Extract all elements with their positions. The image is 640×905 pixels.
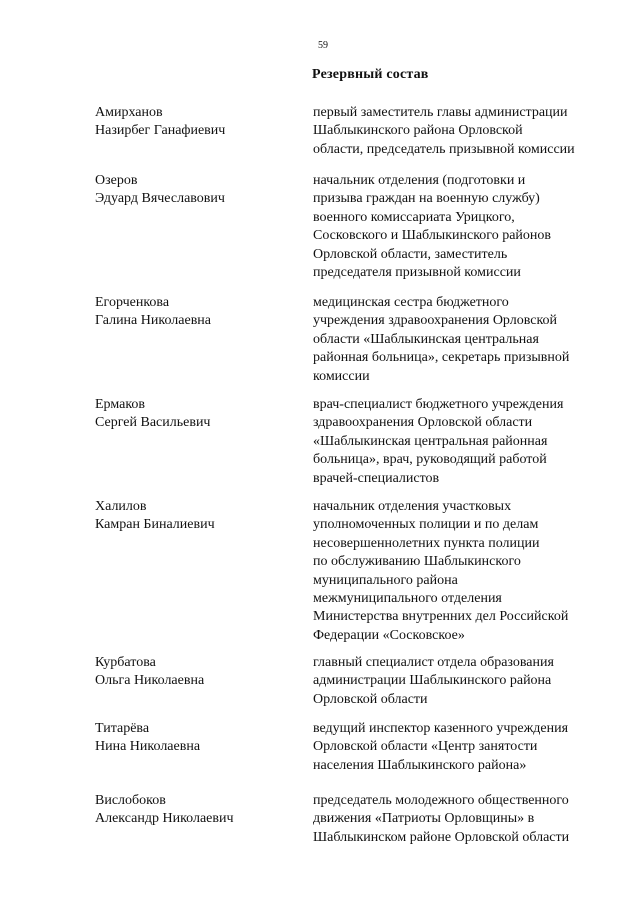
position-line: больница», врач, руководящий работой [313, 452, 547, 468]
member-surname: Халилов [95, 499, 147, 514]
position-line: населения Шаблыкинского района» [313, 757, 527, 773]
member-position [313, 720, 613, 775]
member-position [313, 792, 613, 847]
member-surname: Егорченкова [95, 295, 170, 310]
position-line: военного комиссариата Урицкого, [313, 209, 515, 225]
member-position [313, 498, 613, 645]
member-given-names: Галина Николаевна [95, 313, 212, 328]
member-name [95, 104, 295, 140]
position-line: медицинская сестра бюджетного [313, 295, 509, 310]
position-line: администрации Шаблыкинского района [313, 673, 552, 689]
position-line: председателя призывной комиссии [313, 265, 521, 281]
member-given-names: Ольга Николаевна [95, 673, 205, 688]
page-heading: Резервный состав [312, 67, 429, 82]
position-line: здравоохранения Орловской области [313, 415, 533, 431]
member-name [95, 294, 295, 330]
page-number: 59 [318, 40, 328, 51]
position-line: главный специалист отдела образования [313, 655, 554, 670]
member-position [313, 172, 613, 282]
member-surname: Амирханов [95, 105, 163, 120]
position-line: врач-специалист бюджетного учреждения [313, 397, 564, 412]
position-line: Орловской области «Центр занятости [313, 739, 538, 755]
member-surname: Титарёва [95, 721, 150, 736]
member-surname: Вислобоков [95, 793, 166, 808]
position-line: Сосковского и Шаблыкинского районов [313, 228, 552, 244]
member-name [95, 720, 295, 756]
member-name [95, 654, 295, 690]
member-given-names: Камран Биналиевич [95, 517, 215, 532]
position-line: области, председатель призывной комиссии [313, 141, 575, 157]
member-name [95, 396, 295, 432]
member-given-names: Александр Николаевич [95, 811, 234, 826]
member-name [95, 172, 295, 208]
position-line: «Шаблыкинская центральная районная [313, 433, 548, 449]
member-name [95, 792, 295, 828]
position-line: учреждения здравоохранения Орловской [313, 313, 558, 329]
member-given-names: Сергей Васильевич [95, 415, 211, 430]
member-given-names: Эдуард Вячеславович [95, 191, 225, 206]
member-position [313, 396, 613, 488]
position-line: по обслуживанию Шаблыкинского [313, 554, 521, 570]
member-surname: Курбатова [95, 655, 156, 670]
member-position [313, 654, 613, 709]
position-line: Министерства внутренних дел Российской [313, 609, 569, 625]
position-line: несовершеннолетних пункта полиции [313, 535, 540, 551]
member-position [313, 294, 613, 386]
position-line: врачей-специалистов [313, 470, 440, 486]
member-name [95, 498, 295, 534]
member-given-names: Назирбег Ганафиевич [95, 123, 226, 138]
position-line: Шаблыкинского района Орловской [313, 123, 523, 139]
position-line: области «Шаблыкинская центральная [313, 331, 539, 347]
position-line: председатель молодежного общественного [313, 793, 569, 808]
position-line: начальник отделения участковых [313, 499, 512, 514]
position-line: Федерации «Сосковское» [313, 627, 465, 643]
position-line: Орловской области [313, 691, 428, 707]
position-line: первый заместитель главы администрации [313, 105, 568, 120]
position-line: Орловской области, заместитель [313, 246, 508, 262]
position-line: начальник отделения (подготовки и [313, 173, 526, 188]
position-line: межмуниципального отделения [313, 591, 502, 607]
position-line: Шаблыкинском районе Орловской области [313, 829, 570, 845]
member-surname: Ермаков [95, 397, 146, 412]
position-line: движения «Патриоты Орловщины» в [313, 811, 535, 827]
position-line: призыва граждан на военную службу) [313, 191, 540, 207]
member-position [313, 104, 613, 159]
member-surname: Озеров [95, 173, 138, 188]
position-line: районная больница», секретарь призывной [313, 350, 570, 366]
member-given-names: Нина Николаевна [95, 739, 201, 754]
position-line: комиссии [313, 368, 370, 384]
position-line: муниципального района [313, 572, 458, 588]
position-line: уполномоченных полиции и по делам [313, 517, 539, 533]
position-line: ведущий инспектор казенного учреждения [313, 721, 569, 736]
